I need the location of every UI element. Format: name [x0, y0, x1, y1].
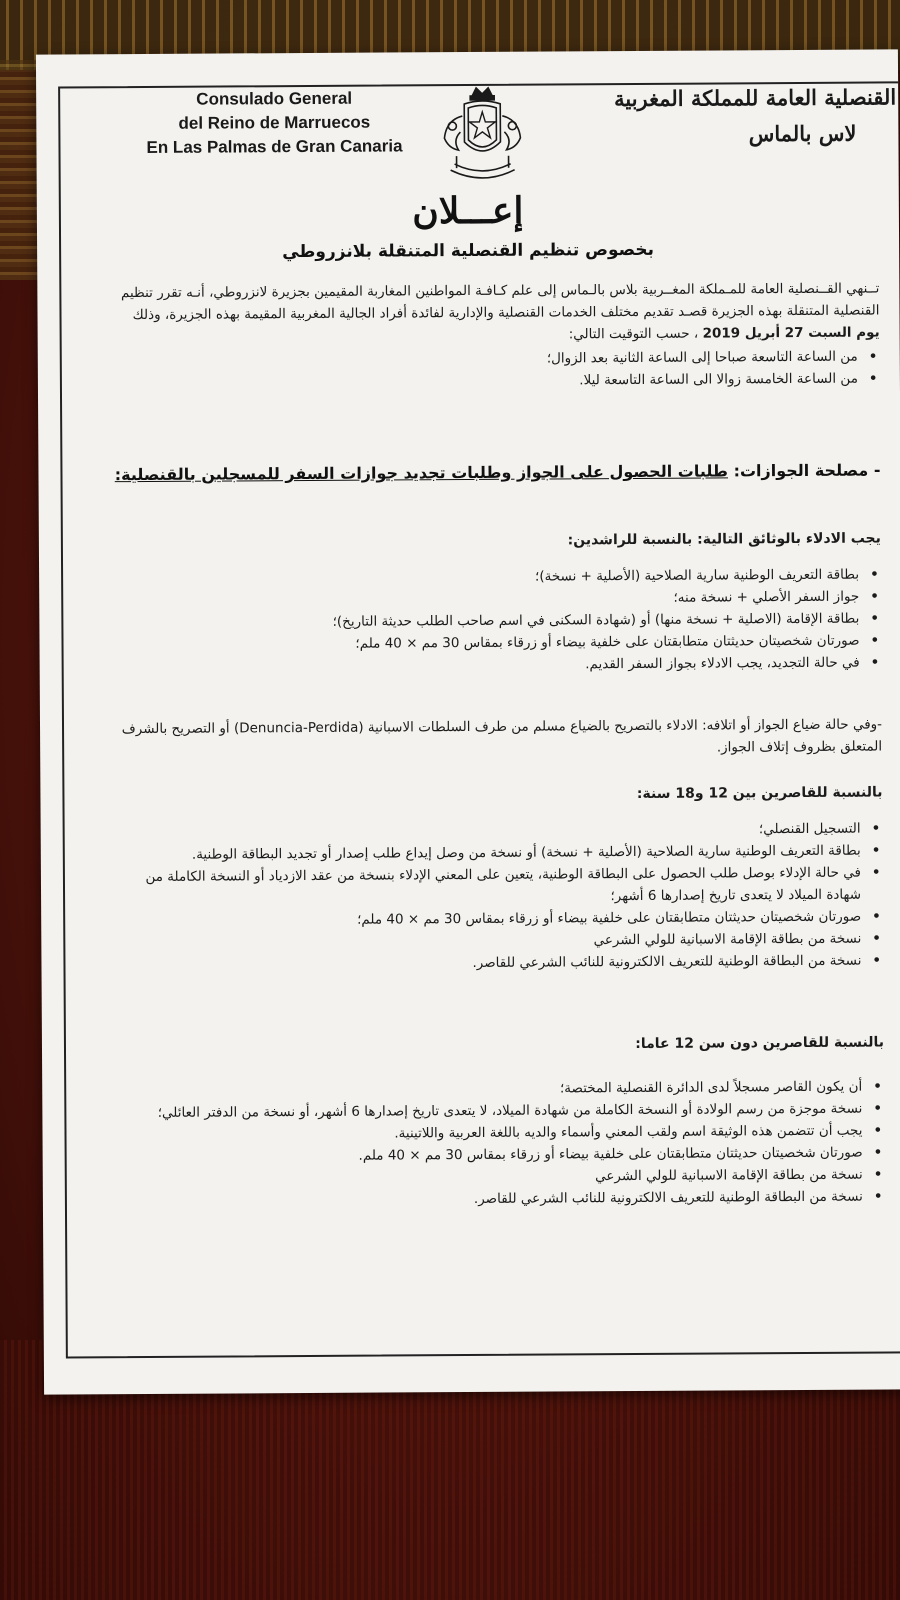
adults-list: [109, 563, 882, 678]
intro-tail: ، حسب التوقيت التالي:: [568, 325, 699, 343]
latin-line-3: En Las Palmas de Gran Canaria: [146, 136, 403, 157]
minors-under-12-list: [112, 1075, 885, 1212]
intro-text: تــنهي القــنصلية العامة للمـملكة المغــربية بلاس بالـماس إلى علم كـافـة المواطنين المغاربة المقيمين بجزيرة لانزروطي، أنـه تقرر تنظيم القنصلية المتنقلة بهذه الجزيرة قصـد تقديم مختلف الخدمات القنصلية والإدارية لفائدة أفراد الجالية المغربية المقيمة بهذه الجزيرة، وذلك: [120, 280, 880, 324]
announcement-sheet: [36, 49, 900, 1394]
minors-12-18-lead: بالنسبة للقاصرين بين 12 و18 سنة:: [636, 784, 883, 802]
list-item: • يجب أن تتضمن هذه الوثيقة اسم ولقب المعني وأسماء والديه باللغة العربية واللاتينية.: [112, 1120, 862, 1147]
intro-paragraph: [107, 277, 880, 394]
section-title: طلبات الحصول على الجواز وطلبات تجديد جوازات السفر للمسجلين بالقنصلية:: [114, 461, 729, 485]
list-item: • جواز السفر الأصلي + نسخة منه؛: [109, 586, 859, 613]
list-item: • بطاقة التعريف الوطنية سارية الصلاحية (الأصلية + نسخة) أو نسخة من وصل إيداع طلب إصدار أو تجديد البطاقة الوطنية.: [111, 840, 861, 867]
loss-text-2: أو التصريح بالشرف المتعلق بظروف إتلاف الجواز.: [121, 720, 883, 756]
list-item: • نسخة من بطاقة الإقامة الاسبانية للولي الشرعي: [113, 1164, 863, 1191]
adults-lead: يجب الادلاء بالوثائق التالية: بالنسبة للراشدين:: [567, 530, 881, 549]
arabic-line-2: لاس بالماس: [748, 120, 857, 147]
latin-line-2: del Reino de Marruecos: [178, 112, 371, 133]
arabic-line-1: القنصلية العامة للمملكة المغربية: [613, 84, 897, 112]
page-title: إعـــلان: [412, 189, 524, 233]
list-item: • نسخة من البطاقة الوطنية للتعريف الالكترونية للنائب الشرعي للقاصر.: [113, 1186, 863, 1213]
list-item: • في حالة الإدلاء بوصل طلب الحصول على البطاقة الوطنية، يتعين على المعني الإدلاء بنسخة من عقد الازدياد أو النسخة الكاملة من شهادة الميلاد لا يتعدى تاريخ إصدارها 6 أشهر؛: [111, 862, 861, 911]
list-item: • بطاقة التعريف الوطنية سارية الصلاحية (الأصلية + نسخة)؛: [109, 564, 859, 591]
loss-paragraph: [110, 713, 882, 762]
list-item: • التسجيل القنصلي؛: [111, 818, 861, 845]
list-item: • من الساعة التاسعة صباحا إلى الساعة الثانية بعد الزوال؛: [108, 346, 858, 373]
list-item: • نسخة من بطاقة الإقامة الاسبانية للولي الشرعي: [111, 928, 861, 955]
minors-12-18-list: [111, 817, 884, 976]
minors-under-12-block: [112, 1031, 885, 1212]
consulate-name-latin: [94, 86, 454, 160]
minors-under-12-lead: بالنسبة للقاصرين دون سن 12 عاما:: [635, 1034, 885, 1053]
schedule-list: [108, 345, 880, 394]
list-item: • صورتان شخصيتان حديثتان متطابقتان على خلفية بيضاء أو زرقاء بمقاس 30 مم × 40 ملم؛: [109, 630, 859, 657]
adults-block: [109, 527, 882, 678]
list-item: • صورتان شخصيتان حديثتان متطابقتان على خلفية بيضاء أو زرقاء بمقاس 30 مم × 40 ملم؛: [111, 906, 861, 933]
list-item: • في حالة التجديد، يجب الادلاء بجواز السفر القديم.: [110, 652, 860, 679]
minors-12-18-block: [110, 781, 883, 976]
loss-text-1: -وفي حالة ضياع الجواز أو اتلافه: الادلاء بالتصريح بالضياع مسلم من طرف السلطات الاسبانية: [367, 716, 883, 736]
moroccan-coat-of-arms-emblem: [434, 86, 531, 191]
list-item: • نسخة من البطاقة الوطنية للتعريف الالكترونية للنائب الشرعي للقاصر.: [111, 950, 861, 977]
list-item: • من الساعة الخامسة زوالا الى الساعة التاسعة ليلا.: [108, 368, 858, 395]
page-subtitle: بخصوص تنظيم القنصلية المتنقلة بلانزروطي: [282, 239, 655, 263]
list-item: • نسخة موجزة من رسم الولادة أو النسخة الكاملة من شهادة الميلاد، لا يتعدى تاريخ إصدارها 6 أشهر، أو نسخة من الدفتر العائلي؛: [112, 1098, 862, 1125]
list-item: • أن يكون القاصر مسجلاً لدى الدائرة القنصلية المختصة؛: [112, 1076, 862, 1103]
list-item: • صورتان شخصيتان حديثتان متطابقتان على خلفية بيضاء أو زرقاء بمقاس 30 مم × 40 ملم.: [113, 1142, 863, 1169]
list-item: • بطاقة الإقامة (الاصلية + نسخة منها) أو (شهادة السكنى في اسم صاحب الطلب حديثة التاريخ)؛: [109, 608, 859, 635]
latin-line-1: Consulado General: [196, 88, 353, 109]
consulate-name-arabic: [596, 79, 896, 153]
loss-latin-term: (Denuncia-Perdida): [233, 719, 364, 737]
passport-section-heading: [108, 459, 880, 486]
intro-date: يوم السبت 27 أبريل 2019: [702, 324, 880, 342]
section-prefix: - مصلحة الجوازات:: [733, 460, 881, 481]
